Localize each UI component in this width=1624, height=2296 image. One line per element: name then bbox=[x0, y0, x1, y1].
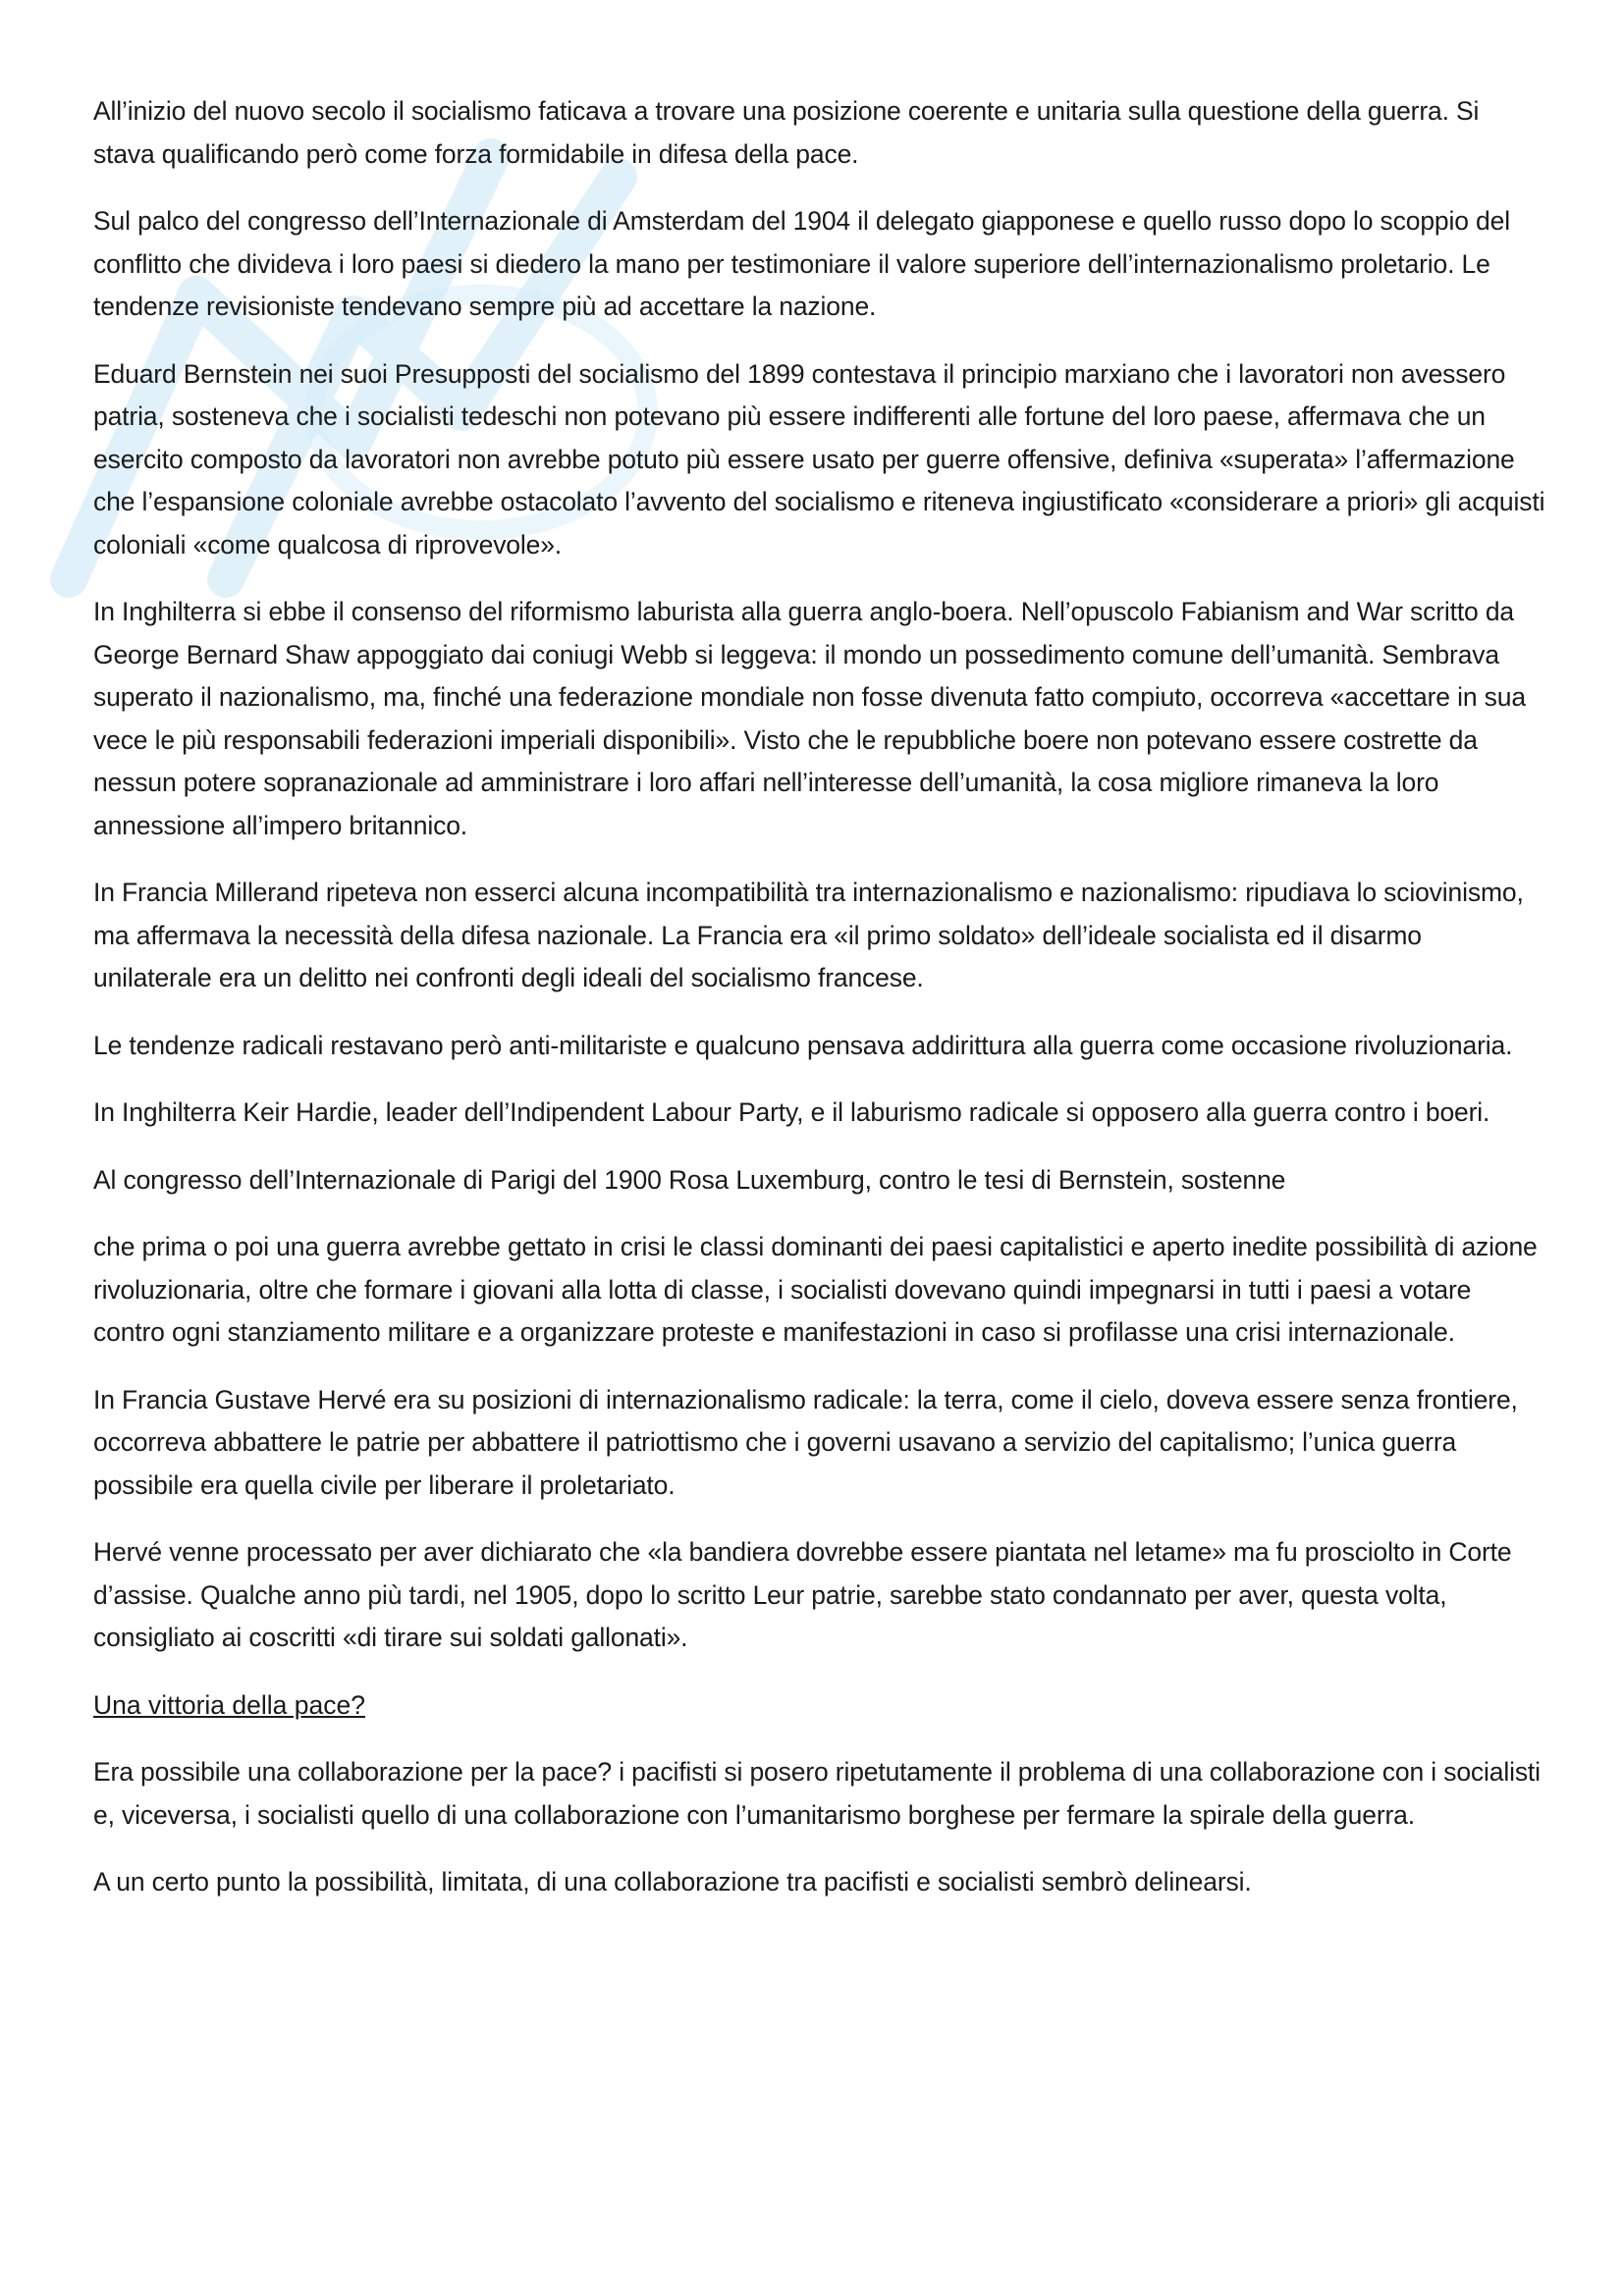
paragraph-11: Hervé venne processato per aver dichiarato che «la bandiera dovrebbe essere piantata nel letame» ma fu prosciolto in Corte d’assise. Qualche anno più tardi, nel 1905, dopo lo scritto Leur patrie, sarebbe stato condannato per aver, questa volta, consigliato ai coscritti «di tirare sui soldati gallonati». bbox=[93, 1537, 1512, 1652]
section-heading: Una vittoria della pace? bbox=[93, 1689, 365, 1720]
paragraph-9: che prima o poi una guerra avrebbe gettato in crisi le classi dominanti dei paesi capitalistici e aperto inedite possibilità di azione rivoluzionaria, oltre che formare i giovani alla lotta di classe, i socialisti dovevano quindi impegnarsi in tutti i paesi a votare contro ogni stanziamento militare e a organizzare proteste e manifestazioni in caso si profilasse una crisi internazionale. bbox=[93, 1232, 1538, 1347]
paragraph-6: Le tendenze radicali restavano però anti-militariste e qualcuno pensava addirittura alla guerra come occasione rivoluzionaria. bbox=[93, 1030, 1513, 1060]
paragraph-12: Era possibile una collaborazione per la pace? i pacifisti si posero ripetutamente il problema di una collaborazione con i socialisti e, viceversa, i socialisti quello di una collaborazione con l’umanitarismo borghese per fermare la spirale della guerra. bbox=[93, 1757, 1541, 1830]
paragraph-5: In Francia Millerand ripeteva non esserci alcuna incompatibilità tra internazionalismo e nazionalismo: ripudiava lo sciovinismo, ma affermava la necessità della difesa nazionale. La Francia era «il primo soldato» dell’ideale socialista ed il disarmo unilaterale era un delitto nei confronti degli ideali del socialismo francese. bbox=[93, 878, 1524, 992]
paragraph-4: In Inghilterra si ebbe il consenso del riformismo laburista alla guerra anglo-boera. Nell’opuscolo Fabianism and War scritto da George Bernard Shaw appoggiato dai coniugi Webb si leggeva: il mondo un possedimento comune dell’umanità. Sembrava superato il nazionalismo, ma, finché una federazione mondiale non fosse divenuta fatto compiuto, occorreva «accettare in sua vece le più responsabili federazioni imperiali disponibili». Visto che le repubbliche boere non potevano essere costrette da nessun potere sopranazionale ad amministrare i loro affari nell’interesse dell’umanità, la cosa migliore rimaneva la loro annessione all’impero britannico. bbox=[93, 597, 1526, 840]
paragraph-10: In Francia Gustave Hervé era su posizioni di internazionalismo radicale: la terra, come il cielo, doveva essere senza frontiere, occorreva abbattere le patrie per abbattere il patriottismo che i governi usavano a servizio del capitalismo; l’unica guerra possibile era quella civile per liberare il proletariato. bbox=[93, 1384, 1518, 1500]
paragraph-13: A un certo punto la possibilità, limitata, di una collaborazione tra pacifisti e socialisti sembrò delinearsi. bbox=[93, 1867, 1252, 1896]
paragraph-1: All’inizio del nuovo secolo il socialismo faticava a trovare una posizione coerente e unitaria sulla questione della guerra. Si stava qualificando però come forza formidabile in difesa della pace. bbox=[93, 96, 1480, 169]
paragraph-8: Al congresso dell’Internazionale di Parigi del 1900 Rosa Luxemburg, contro le tesi di Bernstein, sostenne bbox=[93, 1164, 1286, 1195]
paragraph-7: In Inghilterra Keir Hardie, leader dell’Indipendent Labour Party, e il laburismo radicale si opposero alla guerra contro i boeri. bbox=[93, 1097, 1490, 1127]
paragraph-3: Eduard Bernstein nei suoi Presupposti del socialismo del 1899 contestava il principio marxiano che i lavoratori non avessero patria, sosteneva che i socialisti tedeschi non potevano più essere indifferenti alle fortune del loro paese, affermava che un esercito composto da lavoratori non avrebbe potuto più essere usato per guerre offensive, definiva «superata» l’affermazione che l’espansione coloniale avrebbe ostacolato l’avvento del socialismo e riteneva ingiustificato «considerare a priori» gli acquisti coloniali «come qualcosa di riprovevole». bbox=[93, 358, 1545, 560]
document-page bbox=[93, 90, 1546, 1929]
paragraph-2: Sul palco del congresso dell’Internazionale di Amsterdam del 1904 il delegato giapponese e quello russo dopo lo scoppio del conflitto che divideva i loro paesi si diedero la mano per testimoniare il valore superiore dell’internazionalismo proletario. Le tendenze revisioniste tendevano sempre più ad accettare la nazione. bbox=[93, 206, 1510, 321]
